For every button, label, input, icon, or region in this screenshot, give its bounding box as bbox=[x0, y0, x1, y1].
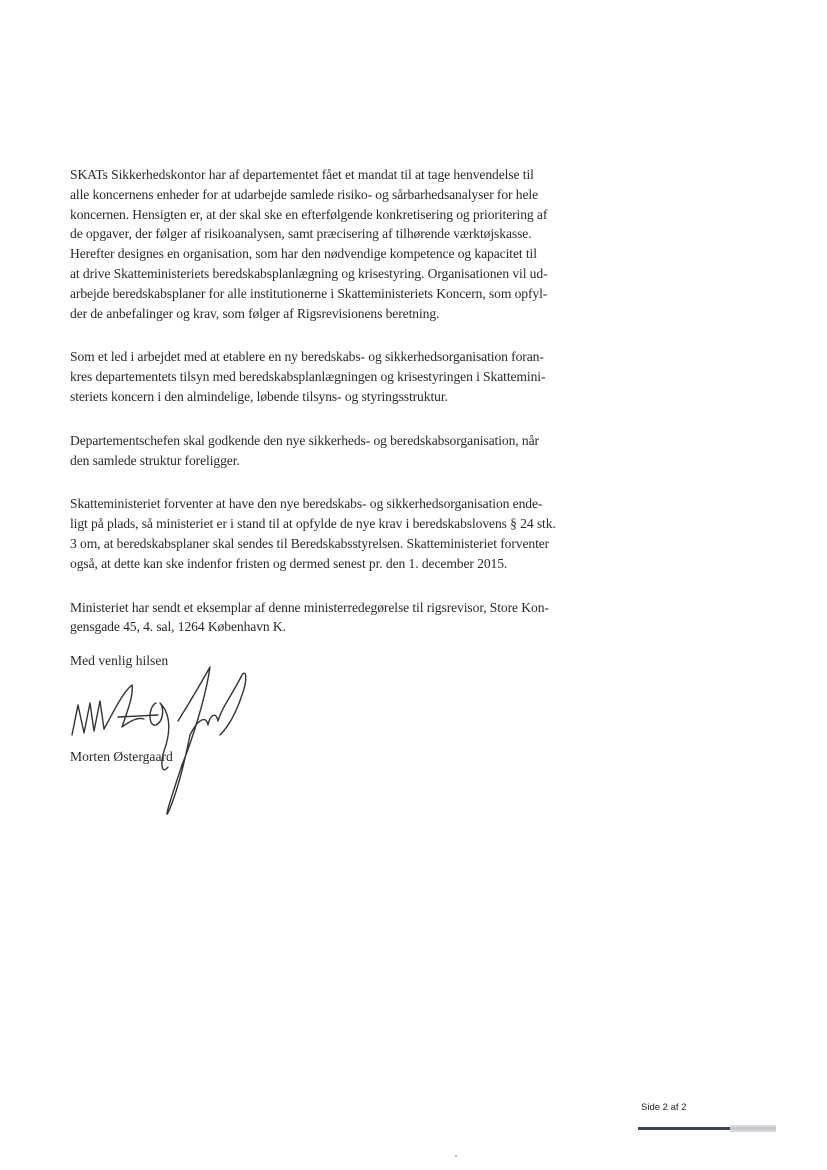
signer-name: Morten Østergaard bbox=[70, 749, 173, 764]
paragraph-3 bbox=[70, 431, 615, 471]
text-line: 3 om, at beredskabsplaner skal sendes til Beredskabsstyrelsen. Skatteministeriet forventer bbox=[70, 535, 550, 551]
text-line: arbejde beredskabsplaner for alle institutionerne i Skatteministeriets Koncern, som opfyl- bbox=[70, 285, 548, 301]
text-line: koncernen. Hensigten er, at der skal ske en efterfølgende konkretisering og prioritering af bbox=[70, 206, 548, 222]
text-line: steriets koncern i den almindelige, løbende tilsyns- og styringsstruktur. bbox=[70, 388, 448, 404]
footer-bar-dark bbox=[638, 1127, 730, 1130]
paragraph-2 bbox=[70, 347, 615, 406]
text-line: ligt på plads, så ministeriet er i stand til at opfylde de nye krav i beredskabslovens § 24 stk. bbox=[70, 516, 556, 532]
paragraph-4 bbox=[70, 494, 615, 573]
paragraph-1 bbox=[70, 165, 615, 323]
text-line: også, at dette kan ske indenfor fristen og dermed senest pr. den 1. december 2015. bbox=[70, 555, 508, 571]
page-number: Side 2 af 2 bbox=[641, 1102, 687, 1113]
text-line: der de anbefalinger og krav, som følger af Rigsrevisionens beretning. bbox=[70, 305, 440, 321]
text-line: alle koncernens enheder for at udarbejde samlede risiko- og sårbarhedsanalyser for hele bbox=[70, 186, 539, 202]
text-line: gensgade 45, 4. sal, 1264 København K. bbox=[70, 619, 286, 635]
closing-greeting: Med venlig hilsen bbox=[70, 653, 169, 668]
text-line: kres departementets tilsyn med beredskabsplanlægningen og krisestyringen i Skattemini- bbox=[70, 369, 546, 385]
text-line: Ministeriet har sendt et eksemplar af denne ministerredegørelse til rigsrevisor, Store Kon- bbox=[70, 599, 549, 615]
scan-speck bbox=[455, 1155, 457, 1157]
text-line: SKATs Sikkerhedskontor har af departementet fået et mandat til at tage henvendelse til bbox=[70, 167, 534, 182]
text-line: Departementschefen skal godkende den nye sikkerheds- og beredskabsorganisation, når bbox=[70, 432, 539, 448]
letter-body bbox=[70, 165, 615, 661]
footer-bar-light-line bbox=[730, 1127, 776, 1130]
text-line: Som et led i arbejdet med at etablere en ny beredskabs- og sikkerhedsorganisation foran- bbox=[70, 349, 544, 365]
text-line: Herefter designes en organisation, som har den nødvendige kompetence og kapacitet til bbox=[70, 246, 537, 262]
text-line: den samlede struktur foreligger. bbox=[70, 452, 240, 468]
text-line: Skatteministeriet forventer at have den nye beredskabs- og sikkerhedsorganisation ende- bbox=[70, 496, 543, 512]
paragraph-5 bbox=[70, 598, 615, 638]
footer-bar bbox=[638, 1125, 776, 1131]
text-line: at drive Skatteministeriets beredskabsplanlægning og krisestyring. Organisationen vil ud- bbox=[70, 265, 548, 281]
text-line: de opgaver, der følger af risikoanalysen, samt præcisering af tilhørende værktøjskasse. bbox=[70, 226, 532, 242]
handwritten-signature bbox=[60, 655, 260, 825]
